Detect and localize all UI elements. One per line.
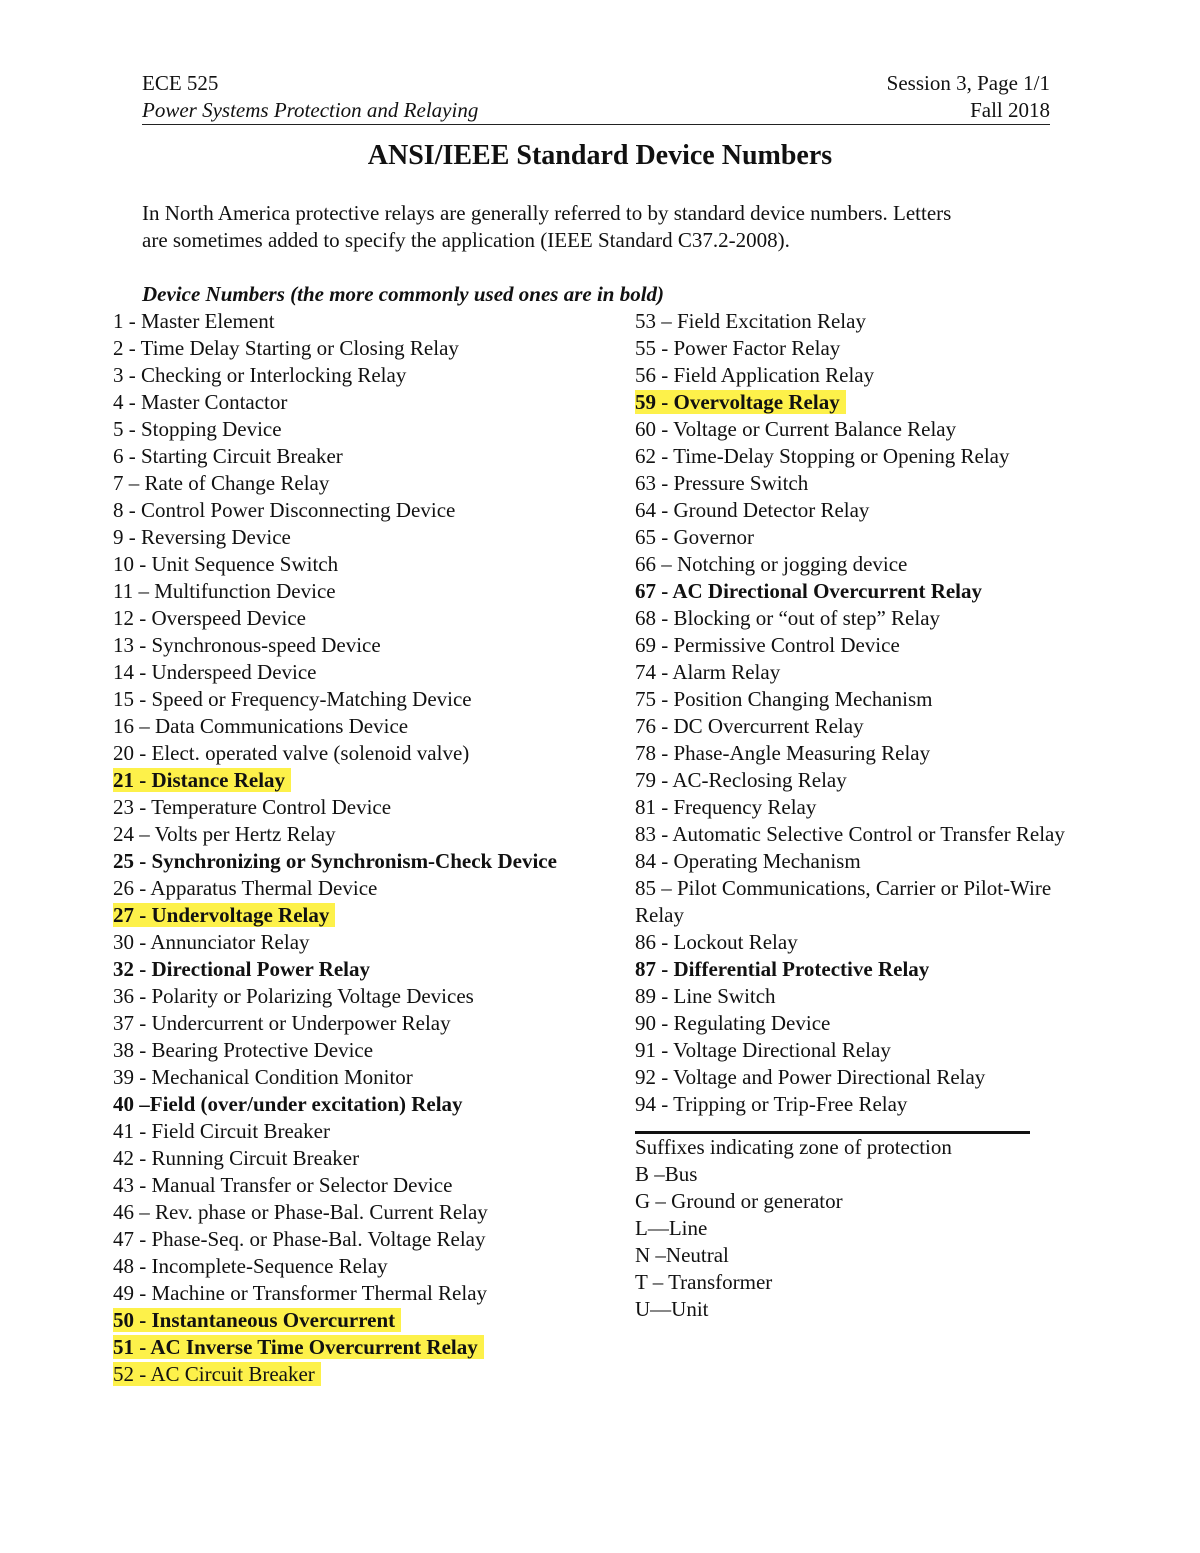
device-item	[113, 794, 583, 821]
device-item	[635, 497, 1075, 524]
device-item-label: 64 - Ground Detector Relay	[635, 498, 870, 522]
device-item	[113, 902, 583, 929]
device-item-label: 27 - Undervoltage Relay	[113, 903, 335, 927]
device-item	[113, 821, 583, 848]
device-item-label: 87 - Differential Protective Relay	[635, 957, 930, 981]
device-list-right-items	[635, 308, 1075, 1118]
suffix-item: B –Bus	[635, 1162, 698, 1186]
device-item	[113, 632, 583, 659]
device-item	[113, 389, 583, 416]
device-item-label: 69 - Permissive Control Device	[635, 633, 900, 657]
device-item	[635, 983, 1075, 1010]
device-item-label: 56 - Field Application Relay	[635, 363, 875, 387]
device-item	[113, 1280, 583, 1307]
device-item-label: 38 - Bearing Protective Device	[113, 1038, 374, 1062]
device-item-label: 59 - Overvoltage Relay	[635, 390, 846, 414]
course-name: Power Systems Protection and Relaying	[142, 98, 479, 122]
device-item	[113, 470, 583, 497]
device-item	[113, 1361, 583, 1388]
device-item-label: 30 - Annunciator Relay	[113, 930, 310, 954]
device-item	[113, 524, 583, 551]
device-item-label: 65 - Governor	[635, 525, 754, 549]
device-item-label: 5 - Stopping Device	[113, 417, 282, 441]
device-item-label: 85 – Pilot Communications, Carrier or Pilot-Wire Relay	[635, 876, 1052, 927]
device-item	[635, 713, 1075, 740]
device-item	[635, 1037, 1075, 1064]
device-item-label: 43 - Manual Transfer or Selector Device	[113, 1173, 453, 1197]
header-row-top	[142, 70, 1050, 97]
device-item-label: 75 - Position Changing Mechanism	[635, 687, 933, 711]
device-item	[635, 335, 1075, 362]
device-item	[113, 416, 583, 443]
device-item	[113, 1172, 583, 1199]
device-item-label: 2 - Time Delay Starting or Closing Relay	[113, 336, 459, 360]
device-item	[635, 443, 1075, 470]
device-item-label: 84 - Operating Mechanism	[635, 849, 861, 873]
device-item-label: 63 - Pressure Switch	[635, 471, 809, 495]
device-item-label: 81 - Frequency Relay	[635, 795, 817, 819]
list-heading: Device Numbers (the more commonly used ones are in bold)	[142, 282, 665, 306]
suffix-item: U—Unit	[635, 1297, 709, 1321]
session-page: Session 3, Page 1/1	[886, 71, 1050, 95]
device-item	[635, 821, 1075, 848]
device-item	[113, 551, 583, 578]
device-item-label: 94 - Tripping or Trip-Free Relay	[635, 1092, 908, 1116]
device-item-label: 32 - Directional Power Relay	[113, 957, 370, 981]
device-item	[635, 632, 1075, 659]
header-row-bottom	[142, 97, 1050, 125]
device-item-label: 51 - AC Inverse Time Overcurrent Relay	[113, 1335, 484, 1359]
device-item-label: 66 – Notching or jogging device	[635, 552, 908, 576]
device-item	[635, 1064, 1075, 1091]
device-item-label: 11 – Multifunction Device	[113, 579, 336, 603]
device-item-label: 9 - Reversing Device	[113, 525, 291, 549]
device-item-label: 36 - Polarity or Polarizing Voltage Devices	[113, 984, 474, 1008]
device-item	[113, 1064, 583, 1091]
device-item-label: 49 - Machine or Transformer Thermal Relay	[113, 1281, 488, 1305]
device-item-label: 23 - Temperature Control Device	[113, 795, 392, 819]
device-item	[113, 659, 583, 686]
device-item	[635, 605, 1075, 632]
device-item-label: 24 – Volts per Hertz Relay	[113, 822, 336, 846]
device-list-right	[635, 308, 1075, 1323]
device-item	[113, 767, 583, 794]
device-item	[113, 848, 583, 875]
device-item	[113, 605, 583, 632]
device-item	[113, 362, 583, 389]
device-item	[635, 659, 1075, 686]
device-item-label: 60 - Voltage or Current Balance Relay	[635, 417, 957, 441]
device-item	[113, 1334, 583, 1361]
device-list-left	[113, 308, 583, 1388]
intro-line-1: In North America protective relays are generally referred to by standard device numbers. Letters	[142, 201, 952, 225]
device-item-label: 47 - Phase-Seq. or Phase-Bal. Voltage Relay	[113, 1227, 486, 1251]
device-item	[113, 443, 583, 470]
suffix-item: G – Ground or generator	[635, 1189, 843, 1213]
device-item-label: 6 - Starting Circuit Breaker	[113, 444, 343, 468]
device-item	[113, 1010, 583, 1037]
device-item-label: 4 - Master Contactor	[113, 390, 288, 414]
device-item	[635, 389, 1075, 416]
device-item-label: 3 - Checking or Interlocking Relay	[113, 363, 407, 387]
device-item-label: 89 - Line Switch	[635, 984, 776, 1008]
device-item-label: 83 - Automatic Selective Control or Transfer Relay	[635, 822, 1065, 846]
device-item-label: 26 - Apparatus Thermal Device	[113, 876, 378, 900]
device-item	[635, 956, 1075, 983]
device-item	[113, 1307, 583, 1334]
device-item-label: 1 - Master Element	[113, 309, 275, 333]
device-item	[113, 1199, 583, 1226]
device-item-label: 50 - Instantaneous Overcurrent	[113, 1308, 401, 1332]
device-item	[635, 1091, 1075, 1118]
device-item-label: 52 - AC Circuit Breaker	[113, 1362, 321, 1386]
device-item-label: 16 – Data Communications Device	[113, 714, 409, 738]
device-item	[113, 1253, 583, 1280]
device-item-label: 10 - Unit Sequence Switch	[113, 552, 339, 576]
device-item-label: 25 - Synchronizing or Synchronism-Check Device	[113, 849, 557, 873]
device-item	[635, 767, 1075, 794]
device-item	[635, 929, 1075, 956]
device-item	[635, 794, 1075, 821]
device-item-label: 42 - Running Circuit Breaker	[113, 1146, 360, 1170]
device-item-label: 78 - Phase-Angle Measuring Relay	[635, 741, 931, 765]
document-title: ANSI/IEEE Standard Device Numbers	[367, 140, 833, 171]
device-item-label: 21 - Distance Relay	[113, 768, 291, 792]
intro-line-2: are sometimes added to specify the application (IEEE Standard C37.2-2008).	[142, 228, 790, 252]
device-item	[635, 362, 1075, 389]
suffix-title: Suffixes indicating zone of protection	[635, 1135, 952, 1159]
device-item	[635, 848, 1075, 875]
device-item	[635, 1010, 1075, 1037]
device-item	[635, 308, 1075, 335]
device-item	[113, 1145, 583, 1172]
device-item	[635, 524, 1075, 551]
device-item	[113, 335, 583, 362]
device-item	[635, 470, 1075, 497]
suffix-item: T – Transformer	[635, 1270, 773, 1294]
device-item-label: 55 - Power Factor Relay	[635, 336, 841, 360]
device-item	[113, 956, 583, 983]
suffix-list	[635, 1161, 1075, 1323]
device-item	[113, 1037, 583, 1064]
device-item	[113, 713, 583, 740]
device-item-label: 76 - DC Overcurrent Relay	[635, 714, 864, 738]
intro-paragraph	[142, 200, 1057, 254]
device-item	[635, 578, 1075, 605]
device-item-label: 8 - Control Power Disconnecting Device	[113, 498, 456, 522]
device-item-label: 37 - Undercurrent or Underpower Relay	[113, 1011, 451, 1035]
device-item-label: 48 - Incomplete-Sequence Relay	[113, 1254, 388, 1278]
device-item-label: 90 - Regulating Device	[635, 1011, 831, 1035]
device-item-label: 91 - Voltage Directional Relay	[635, 1038, 891, 1062]
suffix-item: N –Neutral	[635, 1243, 729, 1267]
device-item	[113, 578, 583, 605]
device-item-label: 46 – Rev. phase or Phase-Bal. Current Relay	[113, 1200, 488, 1224]
device-item-label: 15 - Speed or Frequency-Matching Device	[113, 687, 472, 711]
device-item	[635, 416, 1075, 443]
device-item-label: 41 - Field Circuit Breaker	[113, 1119, 330, 1143]
device-item-label: 20 - Elect. operated valve (solenoid valve)	[113, 741, 470, 765]
suffix-item: L—Line	[635, 1216, 708, 1240]
device-item-label: 74 - Alarm Relay	[635, 660, 781, 684]
device-item	[113, 497, 583, 524]
device-item	[113, 1118, 583, 1145]
device-item-label: 39 - Mechanical Condition Monitor	[113, 1065, 413, 1089]
device-item-label: 68 - Blocking or “out of step” Relay	[635, 606, 941, 630]
page-header	[142, 70, 1050, 125]
course-code: ECE 525	[142, 71, 219, 95]
device-item-label: 14 - Underspeed Device	[113, 660, 317, 684]
device-item-label: 13 - Synchronous-speed Device	[113, 633, 381, 657]
device-item	[635, 740, 1075, 767]
device-item	[635, 551, 1075, 578]
device-item-label: 86 - Lockout Relay	[635, 930, 798, 954]
device-item-label: 67 - AC Directional Overcurrent Relay	[635, 579, 983, 603]
device-item-label: 79 - AC-Reclosing Relay	[635, 768, 847, 792]
device-item-label: 40 –Field (over/under excitation) Relay	[113, 1092, 463, 1116]
term: Fall 2018	[970, 98, 1050, 122]
device-item-label: 7 – Rate of Change Relay	[113, 471, 330, 495]
device-item-label: 92 - Voltage and Power Directional Relay	[635, 1065, 986, 1089]
device-item	[635, 686, 1075, 713]
device-item	[113, 308, 583, 335]
device-item	[113, 740, 583, 767]
device-item-label: 62 - Time-Delay Stopping or Opening Relay	[635, 444, 1010, 468]
device-item	[113, 1226, 583, 1253]
device-item	[113, 929, 583, 956]
device-item-label: 53 – Field Excitation Relay	[635, 309, 866, 333]
device-item	[113, 686, 583, 713]
device-item	[113, 875, 583, 902]
device-item	[113, 1091, 583, 1118]
device-item-label: 12 - Overspeed Device	[113, 606, 306, 630]
device-item	[635, 875, 1075, 929]
device-item	[113, 983, 583, 1010]
